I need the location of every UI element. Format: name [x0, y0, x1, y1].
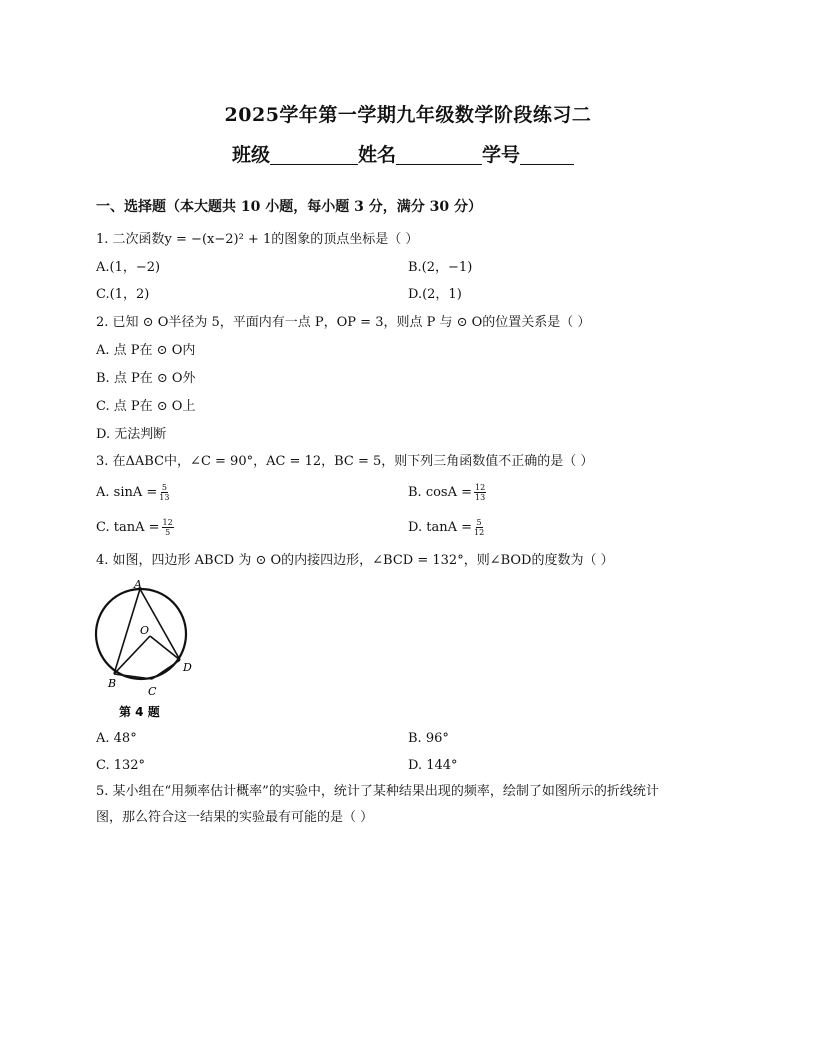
- q3-a-fraction: [159, 483, 169, 502]
- q2-option-d[interactable]: D. 无法判断: [96, 427, 167, 442]
- figure-caption: 第 4 题: [119, 705, 160, 719]
- q2-option-b[interactable]: B. 点 P在 ⊙ O外: [96, 371, 196, 386]
- label-o: O: [140, 624, 150, 637]
- q3-d-denominator: 12: [473, 528, 485, 537]
- student-id-blank[interactable]: [520, 144, 574, 165]
- q3-c-numerator: 12: [162, 518, 173, 527]
- q2-option-c[interactable]: C. 点 P在 ⊙ O上: [96, 399, 196, 414]
- q3-option-c[interactable]: [96, 518, 174, 537]
- label-b: B: [108, 677, 117, 690]
- q3-d-fraction: [474, 518, 484, 537]
- label-c: C: [148, 685, 157, 698]
- page-title: 2025学年第一学期九年级数学阶段练习二: [224, 104, 592, 126]
- question-3-stem: 3. 在ΔABC中，∠C = 90°，AC = 12，BC = 5，则下列三角函数值不正确的是（ ）: [96, 454, 594, 469]
- question-5-stem-line1: 5. 某小组在“用频率估计概率”的实验中，统计了某种结果出现的频率，绘制了如图所示的折线统计: [96, 784, 659, 799]
- q3-a-numerator: 5: [161, 483, 167, 492]
- q4-option-d[interactable]: D. 144°: [408, 758, 458, 773]
- q3-c-fraction: [162, 518, 174, 537]
- q1-option-c[interactable]: C.(1，2): [96, 287, 150, 302]
- question-5-stem-line2: 图，那么符合这一结果的实验最有可能的是（ ）: [96, 810, 374, 825]
- chord-cd: [152, 660, 180, 679]
- q3-option-b[interactable]: [408, 483, 486, 502]
- q3-a-text: A. sinA =: [96, 485, 158, 500]
- q3-option-a[interactable]: [96, 483, 169, 502]
- q3-b-denominator: 13: [475, 493, 486, 502]
- q4-option-b[interactable]: B. 96°: [408, 731, 449, 746]
- q1-stem-post: 的图象的顶点坐标是（ ）: [271, 232, 419, 247]
- q3-b-fraction: [474, 483, 486, 502]
- class-label: 班级: [232, 144, 271, 166]
- section-heading: 一、选择题（本大题共 10 小题，每小题 3 分，满分 30 分）: [96, 199, 482, 215]
- q3-b-text: B. cosA =: [408, 485, 473, 500]
- radius-od: [150, 636, 180, 660]
- q1-option-b[interactable]: B.(2，−1): [408, 260, 473, 275]
- student-id-label: 学号: [482, 144, 521, 166]
- q1-option-d[interactable]: D.(2，1): [408, 287, 462, 302]
- name-blank[interactable]: [396, 144, 482, 165]
- class-blank[interactable]: [270, 144, 358, 165]
- q3-b-numerator: 12: [475, 483, 486, 492]
- q4-circle-figure: [92, 578, 212, 723]
- q3-option-d[interactable]: [408, 518, 484, 537]
- q3-a-denominator: 13: [159, 493, 170, 502]
- label-d: D: [183, 661, 192, 674]
- q1-stem-pre: 1. 二次函数: [96, 232, 165, 247]
- q4-option-c[interactable]: C. 132°: [96, 758, 146, 773]
- q4-option-a[interactable]: A. 48°: [96, 731, 137, 746]
- q1-option-a[interactable]: A.(1，−2): [96, 260, 161, 275]
- q1-stem-math: y = −(x−2)² + 1: [164, 232, 272, 247]
- q3-d-numerator: 5: [476, 518, 482, 527]
- question-2-stem: 2. 已知 ⊙ O半径为 5，平面内有一点 P，OP = 3，则点 P 与 ⊙ O的位置关系是（ ）: [96, 315, 591, 330]
- name-label: 姓名: [358, 144, 397, 166]
- q2-option-a[interactable]: A. 点 P在 ⊙ O内: [96, 343, 196, 358]
- label-a: A: [134, 578, 142, 591]
- student-info-row: [232, 140, 574, 167]
- q3-c-text: C. tanA =: [96, 520, 160, 535]
- question-4-stem: 4. 如图，四边形 ABCD 为 ⊙ O的内接四边形，∠BCD = 132°，则∠BOD的度数为（ ）: [96, 553, 614, 568]
- question-1-stem: [96, 231, 418, 249]
- q3-d-text: D. tanA =: [408, 520, 472, 535]
- q3-c-denominator: 5: [165, 528, 171, 537]
